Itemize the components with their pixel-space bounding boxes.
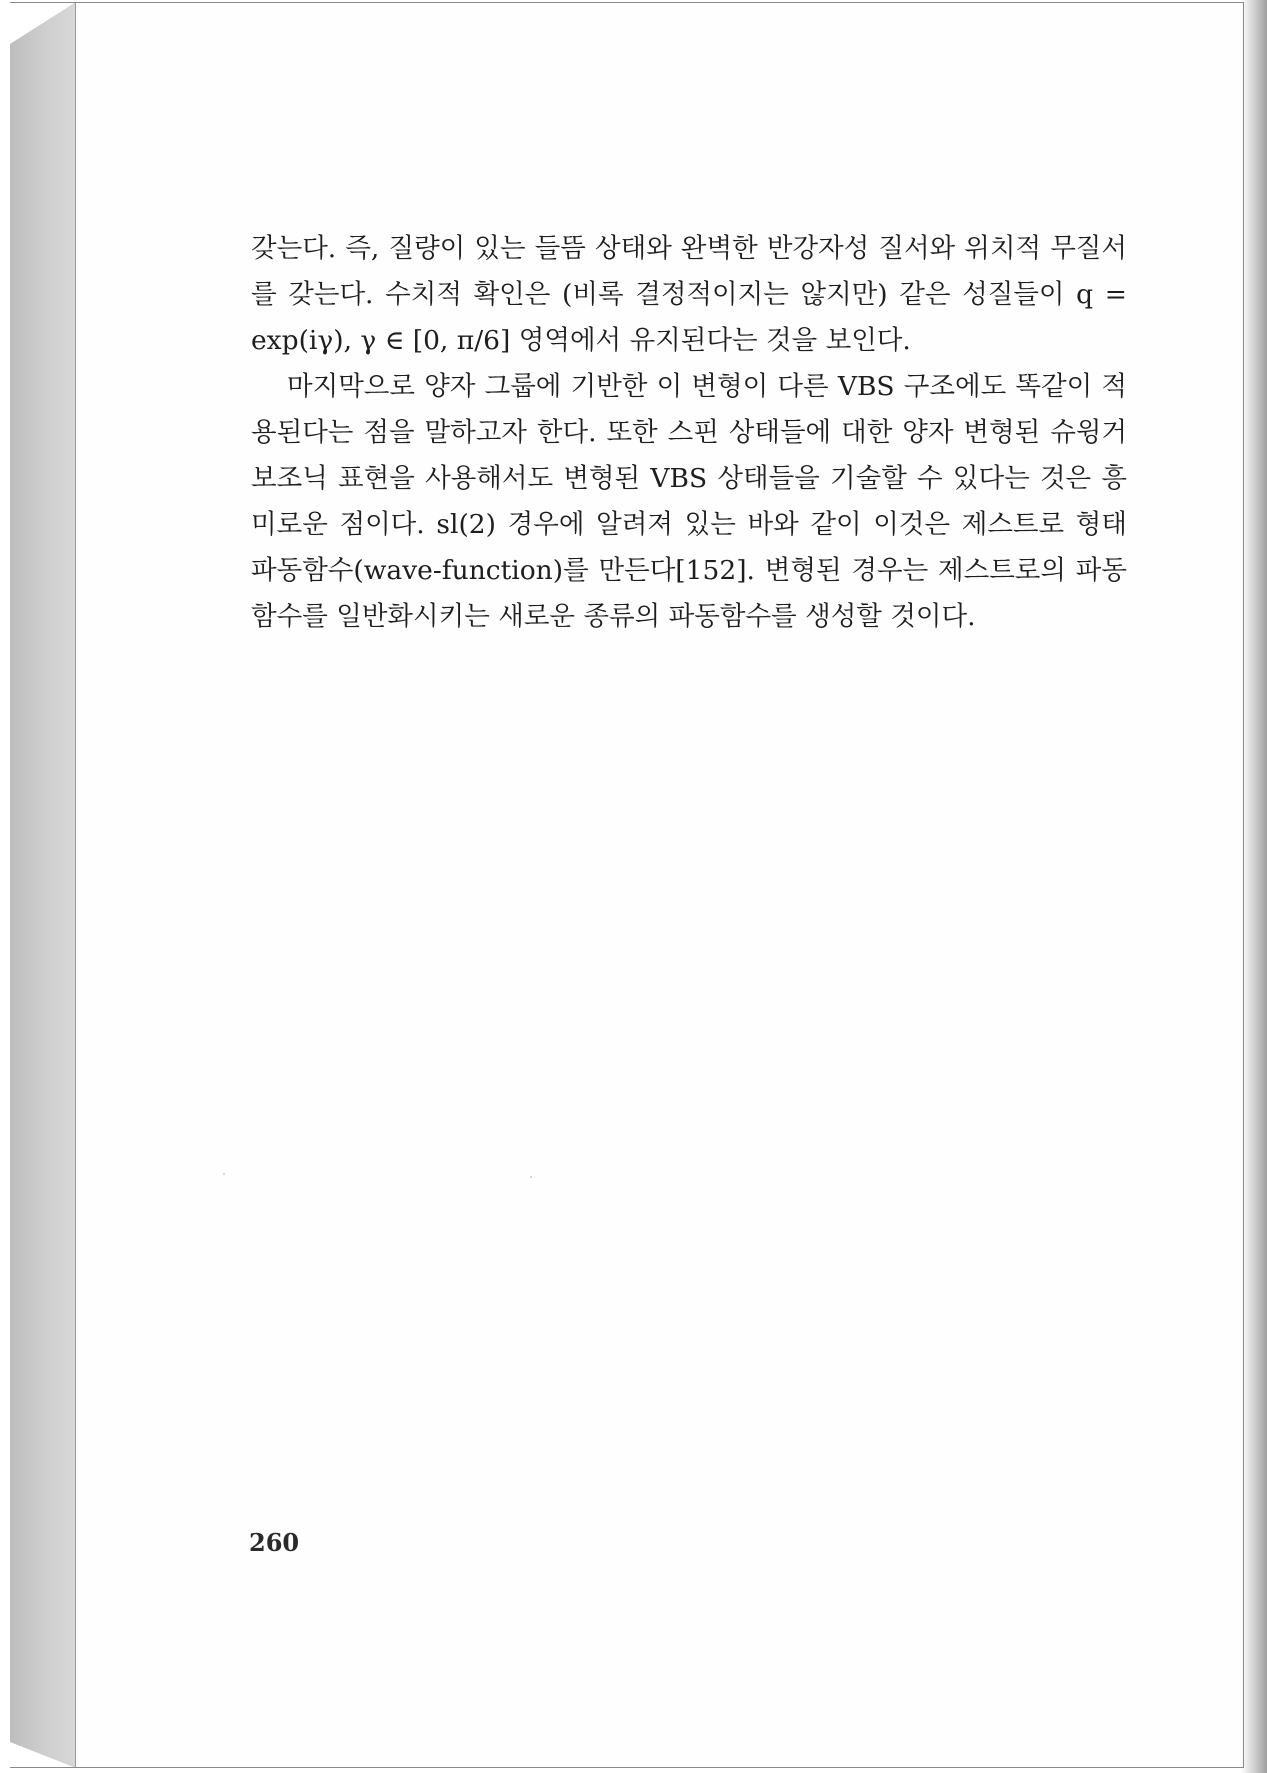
paragraph-1: 갖는다. 즉, 질량이 있는 들뜸 상태와 완벽한 반강자성 질서와 위치적 무질서를 갖는다. 수치적 확인은 (비록 결정적이지는 않지만) 같은 성질들이 q = exp(iγ), γ ∈ [0, π/6] 영역에서 유지된다는 것을 보인다. — [251, 233, 1127, 356]
scan-speck — [530, 1176, 532, 1178]
paragraph-2: 마지막으로 양자 그룹에 기반한 이 변형이 다른 VBS 구조에도 똑같이 적용된다는 점을 말하고자 한다. 또한 스핀 상태들에 대한 양자 변형된 슈윙거 보조닉 표현을 사용해서도 변형된 VBS 상태들을 기술할 수 있다는 것은 흥미로운 점이다. sl(2) 경우에 알려져 있는 바와 같이 이것은 제스트로 형태 파동함수(wave-function)를 만든다[152]. 변형된 경우는 제스트로의 파동함수를 일반화시키는 새로운 종류의 파동함수를 생성할 것이다. — [251, 371, 1127, 632]
page-number: 260 — [249, 1528, 300, 1557]
page-edge-shadow — [1241, 0, 1267, 1773]
scan-speck — [223, 1173, 225, 1175]
body-text — [251, 226, 1127, 640]
spine-edge — [10, 2, 76, 1768]
